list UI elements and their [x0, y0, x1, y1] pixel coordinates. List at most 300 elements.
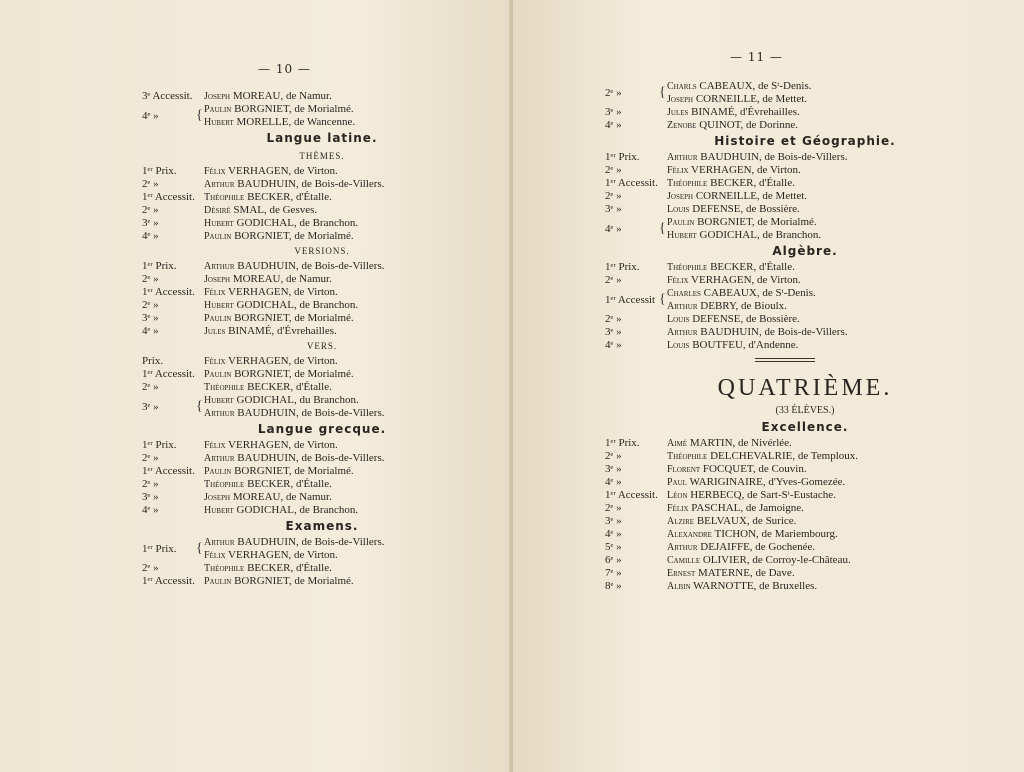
- student-name: [204, 465, 354, 478]
- student-name: [204, 299, 358, 312]
- list-item: [142, 562, 502, 575]
- first-name: Hubert: [204, 300, 234, 311]
- first-name: Arthur: [204, 261, 235, 272]
- surname-place: GODICHAL, du Branchon.: [233, 394, 359, 406]
- rank-label: 2ᵉ »: [142, 478, 159, 490]
- rank-label: 3ᵉ »: [142, 217, 159, 229]
- first-name: Félix: [204, 166, 226, 177]
- surname-place: BORGNIET, de Morialmé.: [694, 216, 817, 228]
- first-name: Arthur: [667, 152, 698, 163]
- student-name: [667, 463, 807, 476]
- student-name: [204, 407, 385, 420]
- surname-place: BECKER, d'Étalle.: [707, 177, 795, 189]
- rank-label: 2ᵉ »: [605, 190, 622, 202]
- first-name: Jules: [204, 326, 226, 337]
- subsection-title: VERS.: [306, 341, 338, 351]
- student-name: [667, 541, 815, 554]
- surname-place: DELCHEVALRIE, de Temploux.: [707, 450, 858, 462]
- rank-label: 1ᵉʳ Accessit: [605, 294, 656, 306]
- first-name: Joseph: [204, 492, 231, 503]
- surname-place: VERHAGEN, de Virton.: [225, 286, 338, 298]
- rank-label: 3ᵉ »: [605, 326, 622, 338]
- list-item: [605, 476, 1005, 489]
- brace-mark: {: [196, 541, 203, 556]
- first-name: Paulin: [204, 231, 232, 242]
- list-item: [142, 273, 502, 286]
- first-name: Félix: [204, 440, 226, 451]
- rank-label: 2ᵉ »: [142, 204, 159, 216]
- first-name: Hubert: [204, 117, 234, 128]
- list-item: [605, 151, 1005, 164]
- student-name: [667, 80, 811, 93]
- left-page-content: [142, 90, 502, 588]
- first-name: Charls: [667, 81, 697, 92]
- student-name: [204, 116, 355, 129]
- student-name: [667, 450, 858, 463]
- list-item: [605, 119, 1005, 132]
- list-item: [605, 177, 1005, 190]
- rank-label: 1ᵉʳ Accessit.: [142, 465, 195, 477]
- student-name: [204, 286, 338, 299]
- student-name: [204, 491, 332, 504]
- rank-label: 1ᵉʳ Accessit.: [142, 286, 195, 298]
- brace-mark: {: [196, 108, 203, 123]
- brace-mark: {: [659, 292, 666, 307]
- rank-label: 1ᵉʳ Prix.: [605, 437, 640, 449]
- surname-place: CORNEILLE, de Mettet.: [693, 93, 808, 105]
- rank-label: 2ᵉ »: [605, 313, 622, 325]
- student-name: [667, 580, 817, 593]
- list-item: [142, 465, 502, 478]
- student-name: [204, 575, 354, 588]
- student-name: [667, 339, 798, 352]
- student-name: [667, 151, 848, 164]
- list-item: [142, 575, 502, 588]
- student-name: [667, 554, 851, 567]
- list-item: [605, 541, 1005, 554]
- ornament-divider: [605, 352, 1005, 366]
- student-name: [667, 261, 795, 274]
- student-name: [204, 452, 385, 465]
- list-item: [142, 178, 502, 191]
- first-name: Félix: [667, 165, 689, 176]
- surname-place: CABEAUX, de Sᵗ-Denis.: [700, 287, 816, 299]
- student-name: [667, 567, 795, 580]
- student-name: [667, 274, 801, 287]
- rank-label: 3ᵉ »: [142, 312, 159, 324]
- rank-label: 4ᵉ »: [605, 476, 622, 488]
- rank-label: 2ᵉ »: [605, 274, 622, 286]
- rank-label: 4ᵉ »: [142, 504, 159, 516]
- rank-label: 1ᵉʳ Accessit.: [605, 177, 658, 189]
- first-name: Albin: [667, 581, 691, 592]
- first-name: Félix: [204, 550, 226, 561]
- rank-label: 1ᵉʳ Prix.: [142, 260, 177, 272]
- list-item: [605, 489, 1005, 502]
- list-item: [142, 191, 502, 204]
- section-heading: Langue latine.: [266, 131, 378, 145]
- rank-label: Prix.: [142, 355, 164, 367]
- rank-label: 1ᵉʳ Accessit.: [142, 191, 195, 203]
- surname-place: DEFENSE, de Bossière.: [689, 203, 800, 215]
- rank-label: 4ᵉ »: [142, 230, 159, 242]
- rank-label: 3ᵉ »: [605, 515, 622, 527]
- list-item: [605, 515, 1005, 528]
- first-name: Désiré: [204, 205, 231, 216]
- surname-place: FOCQUET, de Couvin.: [700, 463, 807, 475]
- list-item: [142, 381, 502, 394]
- list-item: [605, 106, 1005, 119]
- student-name: [204, 178, 385, 191]
- student-name: [667, 437, 792, 450]
- first-name: Arthur: [667, 327, 698, 338]
- first-name: Hubert: [667, 230, 697, 241]
- surname-place: CORNEILLE, de Mettet.: [693, 190, 808, 202]
- student-name: [667, 502, 804, 515]
- subsection-title: THÈMES.: [299, 151, 345, 161]
- list-item: [605, 437, 1005, 450]
- rank-label: 3ᵉ »: [142, 401, 159, 413]
- rank-label: 1ᵉʳ Prix.: [142, 165, 177, 177]
- page-number: — 10 —: [258, 62, 311, 76]
- surname-place: BAUDHUIN, de Bois-de-Villers.: [234, 536, 385, 548]
- student-name: [204, 230, 354, 243]
- first-name: Joseph: [667, 94, 694, 105]
- first-name: Hubert: [204, 505, 234, 516]
- first-name: Félix: [667, 275, 689, 286]
- surname-place: BECKER, d'Étalle.: [244, 562, 332, 574]
- rank-label: 1ᵉʳ Prix.: [605, 261, 640, 273]
- student-name: [667, 106, 800, 119]
- surname-place: BORGNIET, de Morialmé.: [231, 230, 354, 242]
- list-item: [605, 502, 1005, 515]
- first-name: Florent: [667, 464, 701, 475]
- surname-place: DEBRY, de Bioulx.: [697, 300, 787, 312]
- student-name: [204, 204, 317, 217]
- list-item: [605, 463, 1005, 476]
- grouped-entries: [142, 103, 502, 129]
- grouped-entries: [142, 536, 502, 562]
- surname-place: BECKER, d'Étalle.: [244, 478, 332, 490]
- surname-place: VERHAGEN, de Virton.: [225, 439, 338, 451]
- list-item: [605, 580, 1005, 593]
- surname-place: GODICHAL, de Branchon.: [233, 217, 359, 229]
- first-name: Arthur: [204, 453, 235, 464]
- grouped-entries: [142, 394, 502, 420]
- list-item: [142, 452, 502, 465]
- rank-label: 7ᵉ »: [605, 567, 622, 579]
- surname-place: DEFENSE, de Bossière.: [689, 313, 800, 325]
- ornament-line: [755, 358, 815, 359]
- student-name: [204, 312, 354, 325]
- student-count: (33 ÉLÈVES.): [775, 405, 835, 416]
- student-name: [204, 355, 338, 368]
- student-name: [204, 504, 358, 517]
- rank-label: 4ᵉ »: [605, 119, 622, 131]
- student-name: [204, 191, 332, 204]
- first-name: Arthur: [204, 537, 235, 548]
- list-item: [142, 368, 502, 381]
- student-name: [204, 368, 354, 381]
- surname-place: BORGNIET, de Morialmé.: [231, 103, 354, 115]
- section-heading: Algèbre.: [772, 244, 838, 258]
- rank-label: 4ᵉ »: [605, 528, 622, 540]
- surname-place: BORGNIET, de Morialmé.: [231, 368, 354, 380]
- rank-label: 3ᵉ »: [605, 203, 622, 215]
- list-item: [605, 554, 1005, 567]
- first-name: Louis: [667, 314, 690, 325]
- list-item: [605, 190, 1005, 203]
- student-name: [667, 190, 807, 203]
- first-name: Théophile: [204, 479, 245, 490]
- rank-label: 2ᵉ »: [605, 450, 622, 462]
- first-name: Arthur: [667, 542, 698, 553]
- rank-label: 1ᵉʳ Prix.: [142, 439, 177, 451]
- list-item: [142, 299, 502, 312]
- first-name: Paul: [667, 477, 687, 488]
- student-name: [204, 562, 332, 575]
- first-name: Paulin: [204, 369, 232, 380]
- first-name: Théophile: [204, 192, 245, 203]
- grouped-entries: [605, 216, 1005, 242]
- surname-place: VERHAGEN, de Virton.: [225, 549, 338, 561]
- surname-place: BORGNIET, de Morialmé.: [231, 575, 354, 587]
- surname-place: BECKER, d'Étalle.: [244, 191, 332, 203]
- rank-label: 4ᵉ »: [142, 325, 159, 337]
- list-item: [142, 312, 502, 325]
- first-name: Paulin: [667, 217, 695, 228]
- rank-label: 5ᵉ »: [605, 541, 622, 553]
- student-name: [667, 300, 787, 313]
- page-number: — 11 —: [730, 50, 783, 64]
- first-name: Arthur: [204, 408, 235, 419]
- rank-label: 3ᵉ »: [605, 463, 622, 475]
- list-item: [605, 164, 1005, 177]
- surname-place: GODICHAL, de Branchon.: [233, 299, 359, 311]
- list-item: [605, 203, 1005, 216]
- brace-mark: {: [659, 221, 666, 236]
- first-name: Théophile: [204, 563, 245, 574]
- brace-mark: {: [196, 399, 203, 414]
- surname-place: BINAMÉ, d'Évrehailles.: [688, 106, 800, 118]
- ornament-line: [755, 361, 815, 362]
- surname-place: MORELLE, de Wancenne.: [233, 116, 356, 128]
- student-name: [667, 216, 817, 229]
- surname-place: BAUDHUIN, de Bois-de-Villers.: [234, 407, 385, 419]
- student-name: [204, 90, 332, 103]
- surname-place: VERHAGEN, de Virton.: [225, 355, 338, 367]
- first-name: Hubert: [204, 395, 234, 406]
- list-item: [142, 504, 502, 517]
- surname-place: HERBECQ, de Sart-Sᵗ-Eustache.: [687, 489, 836, 501]
- list-item: [142, 230, 502, 243]
- first-name: Arthur: [667, 301, 698, 312]
- student-name: [667, 229, 821, 242]
- rank-label: 2ᵉ »: [142, 381, 159, 393]
- student-name: [667, 476, 845, 489]
- student-name: [204, 478, 332, 491]
- list-item: [142, 204, 502, 217]
- list-item: [142, 491, 502, 504]
- first-name: Joseph: [204, 274, 231, 285]
- first-name: Alexandre: [667, 529, 712, 540]
- first-name: Aimé: [667, 438, 688, 449]
- list-item: [142, 478, 502, 491]
- surname-place: MOREAU, de Namur.: [230, 491, 332, 503]
- student-name: [667, 515, 796, 528]
- surname-place: BAUDHUIN, de Bois-de-Villers.: [234, 178, 385, 190]
- surname-place: VERHAGEN, de Virton.: [688, 274, 801, 286]
- first-name: Louis: [667, 340, 690, 351]
- list-item: [605, 274, 1005, 287]
- student-name: [204, 536, 385, 549]
- list-item: [142, 165, 502, 178]
- grouped-entries: [605, 287, 1005, 313]
- student-name: [204, 103, 354, 116]
- section-heading: Excellence.: [761, 420, 849, 434]
- surname-place: GODICHAL, de Branchon.: [233, 504, 359, 516]
- left-page: [0, 0, 511, 772]
- first-name: Paulin: [204, 104, 232, 115]
- first-name: Théophile: [204, 382, 245, 393]
- rank-label: 2ᵉ »: [142, 562, 159, 574]
- list-item: [605, 313, 1005, 326]
- list-item: [142, 325, 502, 338]
- list-item: [142, 439, 502, 452]
- list-item: [142, 286, 502, 299]
- first-name: Louis: [667, 204, 690, 215]
- first-name: Joseph: [204, 91, 231, 102]
- student-name: [204, 260, 385, 273]
- rank-label: 4ᵉ »: [605, 339, 622, 351]
- surname-place: MARTIN, de Nivérlée.: [687, 437, 792, 449]
- surname-place: BAUDHUIN, de Bois-de-Villers.: [697, 151, 848, 163]
- student-name: [667, 164, 801, 177]
- first-name: Charles: [667, 288, 701, 299]
- right-page: [513, 0, 1024, 772]
- student-name: [204, 165, 338, 178]
- brace-mark: {: [659, 85, 666, 100]
- first-name: Paulin: [204, 313, 232, 324]
- rank-label: 2ᵉ »: [605, 87, 622, 99]
- first-name: Félix: [667, 503, 689, 514]
- surname-place: BINAMÉ, d'Évrehailles.: [225, 325, 337, 337]
- student-name: [667, 287, 816, 300]
- list-item: [605, 326, 1005, 339]
- student-name: [667, 489, 836, 502]
- first-name: Théophile: [667, 178, 708, 189]
- first-name: Paulin: [204, 466, 232, 477]
- rank-label: 2ᵉ »: [605, 502, 622, 514]
- rank-label: 1ᵉʳ Accessit.: [142, 368, 195, 380]
- rank-label: 1ᵉʳ Accessit.: [142, 575, 195, 587]
- surname-place: SMAL, de Gesves.: [230, 204, 318, 216]
- surname-place: WARNOTTE, de Bruxelles.: [690, 580, 818, 592]
- surname-place: BORGNIET, de Morialmé.: [231, 312, 354, 324]
- surname-place: WARIGINAIRE, d'Yves-Gomezée.: [686, 476, 846, 488]
- surname-place: BAUDHUIN, de Bois-de-Villers.: [697, 326, 848, 338]
- list-item: [142, 217, 502, 230]
- surname-place: CABEAUX, de Sᵗ-Denis.: [696, 80, 812, 92]
- student-name: [667, 528, 838, 541]
- surname-place: BECKER, d'Étalle.: [244, 381, 332, 393]
- first-name: Ernest: [667, 568, 696, 579]
- first-name: Paulin: [204, 576, 232, 587]
- list-item: [605, 528, 1005, 541]
- surname-place: GODICHAL, de Branchon.: [696, 229, 822, 241]
- rank-label: 6ᵉ »: [605, 554, 622, 566]
- class-title: QUATRIÈME.: [717, 375, 893, 401]
- rank-label: 1ᵉʳ Prix.: [142, 543, 177, 555]
- student-name: [667, 326, 848, 339]
- rank-label: 4ᵉ »: [142, 110, 159, 122]
- surname-place: VERHAGEN, de Virton.: [225, 165, 338, 177]
- section-heading: Langue grecque.: [257, 422, 387, 436]
- surname-place: MOREAU, de Namur.: [230, 90, 332, 102]
- list-item: [605, 567, 1005, 580]
- surname-place: DEJAIFFE, de Gochenée.: [697, 541, 816, 553]
- first-name: Zenobe: [667, 120, 697, 131]
- first-name: Hubert: [204, 218, 234, 229]
- student-name: [667, 93, 807, 106]
- student-name: [204, 439, 338, 452]
- first-name: Camille: [667, 555, 701, 566]
- list-item: [142, 355, 502, 368]
- surname-place: QUINOT, de Dorinne.: [696, 119, 798, 131]
- first-name: Théophile: [667, 262, 708, 273]
- first-name: Félix: [204, 356, 226, 367]
- surname-place: BELVAUX, de Surice.: [694, 515, 797, 527]
- surname-place: PASCHAL, de Jamoigne.: [688, 502, 804, 514]
- rank-label: 3ᵉ Accessit.: [142, 90, 193, 102]
- student-name: [204, 381, 332, 394]
- student-name: [667, 177, 795, 190]
- list-item: [605, 450, 1005, 463]
- list-item: [142, 260, 502, 273]
- student-name: [204, 273, 332, 286]
- student-name: [204, 325, 337, 338]
- first-name: Félix: [204, 287, 226, 298]
- first-name: Jules: [667, 107, 689, 118]
- rank-label: 8ᵉ »: [605, 580, 622, 592]
- list-item: [605, 261, 1005, 274]
- surname-place: OLIVIER, de Corroy-le-Château.: [700, 554, 851, 566]
- list-item: [605, 339, 1005, 352]
- surname-place: VERHAGEN, de Virton.: [688, 164, 801, 176]
- rank-label: 2ᵉ »: [142, 178, 159, 190]
- surname-place: MATERNE, de Dave.: [695, 567, 795, 579]
- rank-label: 1ᵉʳ Accessit.: [605, 489, 658, 501]
- section-heading: Histoire et Géographie.: [714, 134, 896, 148]
- rank-label: 4ᵉ »: [605, 223, 622, 235]
- first-name: Joseph: [667, 191, 694, 202]
- first-name: Arthur: [204, 179, 235, 190]
- student-name: [204, 549, 338, 562]
- student-name: [204, 217, 358, 230]
- rank-label: 2ᵉ »: [142, 299, 159, 311]
- surname-place: BECKER, d'Étalle.: [707, 261, 795, 273]
- surname-place: BOUTFEU, d'Andenne.: [689, 339, 799, 351]
- subsection-title: VERSIONS.: [294, 246, 350, 256]
- right-page-content: [605, 80, 1005, 593]
- student-name: [667, 203, 800, 216]
- first-name: Alzire: [667, 516, 695, 527]
- rank-label: 3ᵉ »: [142, 491, 159, 503]
- rank-label: 3ᵉ »: [605, 106, 622, 118]
- rank-label: 2ᵉ »: [605, 164, 622, 176]
- surname-place: BAUDHUIN, de Bois-de-Villers.: [234, 452, 385, 464]
- surname-place: BORGNIET, de Morialmé.: [231, 465, 354, 477]
